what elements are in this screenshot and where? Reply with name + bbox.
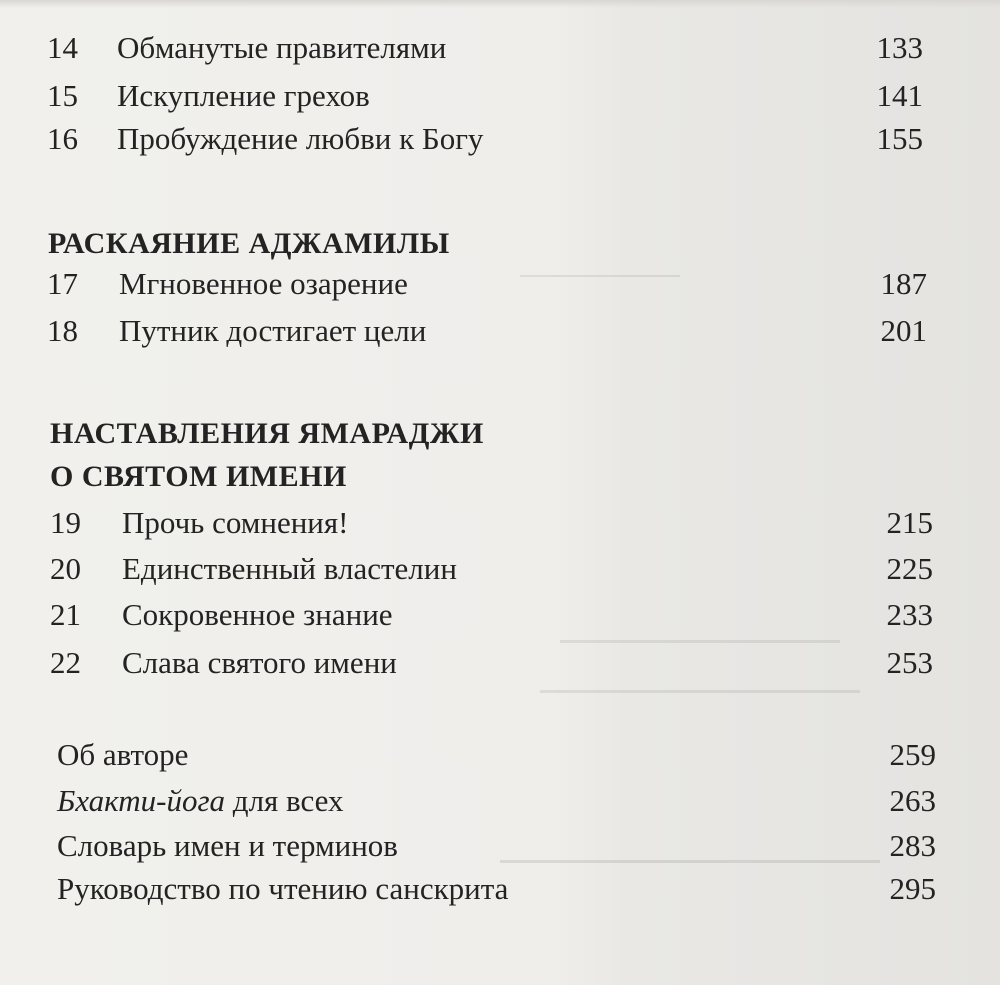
chapter-title: Прочь сомнения! (122, 505, 349, 540)
chapter-number: 16 (47, 121, 78, 156)
page-number: 253 (886, 645, 933, 680)
chapter-title: Искупление грехов (117, 78, 370, 113)
chapter-title: Путник достигает цели (119, 313, 427, 348)
bleed-through-decoration (560, 640, 840, 643)
appendix-title: Руководство по чтению санскрита (57, 871, 509, 906)
page-number: 283 (889, 828, 936, 863)
chapter-title: Сокровенное знание (122, 597, 393, 632)
chapter-title: Мгновенное озарение (119, 266, 408, 301)
page-number: 259 (889, 737, 936, 772)
chapter-number: 19 (50, 505, 81, 540)
page-number: 295 (889, 871, 936, 906)
chapter-number: 22 (50, 645, 81, 680)
page-number: 233 (886, 597, 933, 632)
page-number: 187 (880, 266, 927, 301)
section-heading: РАСКАЯНИЕ АДЖАМИЛЫ (48, 227, 450, 260)
page-number: 155 (876, 121, 923, 156)
section-heading: НАСТАВЛЕНИЯ ЯМАРАДЖИ (50, 417, 484, 450)
page-edge-shadow (0, 0, 1000, 8)
page-number: 133 (876, 30, 923, 65)
bleed-through-decoration (520, 230, 680, 277)
chapter-number: 18 (47, 313, 78, 348)
appendix-title-italic: Бхакти-йога (57, 783, 226, 818)
page-number: 215 (886, 505, 933, 540)
chapter-number: 21 (50, 597, 81, 632)
appendix-title: Об авторе (57, 737, 189, 772)
bleed-through-decoration (540, 690, 860, 693)
chapter-number: 20 (50, 551, 81, 586)
page-number: 201 (880, 313, 927, 348)
page-number: 263 (889, 783, 936, 818)
chapter-title: Обманутые правителями (117, 30, 447, 65)
chapter-title: Единственный властелин (122, 551, 457, 586)
bleed-through-decoration (500, 860, 880, 863)
chapter-title: Пробуждение любви к Богу (117, 121, 484, 156)
appendix-title (57, 782, 344, 820)
page-number: 141 (876, 78, 923, 113)
appendix-title-rest: для всех (225, 783, 344, 818)
chapter-number: 14 (47, 30, 78, 65)
chapter-number: 15 (47, 78, 78, 113)
page-number: 225 (886, 551, 933, 586)
section-heading: О СВЯТОМ ИМЕНИ (50, 460, 347, 493)
chapter-number: 17 (47, 266, 78, 301)
chapter-title: Слава святого имени (122, 645, 397, 680)
appendix-title: Словарь имен и терминов (57, 828, 398, 863)
